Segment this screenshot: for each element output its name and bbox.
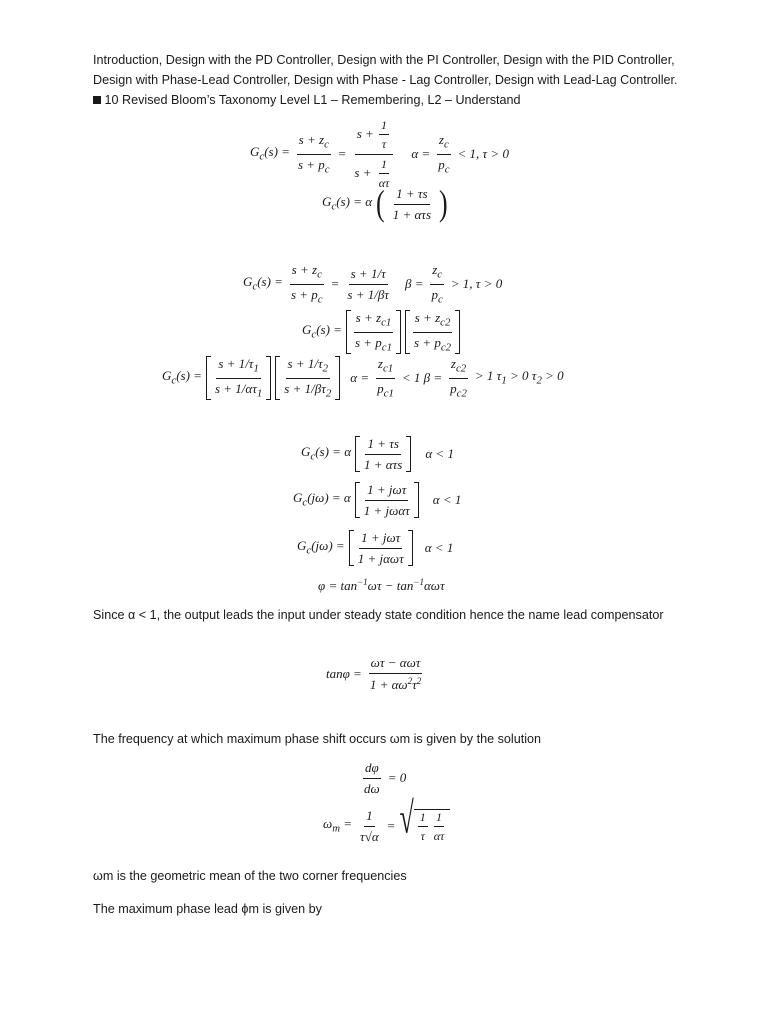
equation-lead-lag-product: $G_c(s)$ = $\frac{s + z_{c1}}{s + p_{c1}}$ $\frac{s + z_{c2}}{s + p_{c2}}$ [302,310,460,354]
equation-lead-frequency: $G_c(j\omega) = \alpha$ $\frac{\text{1 + jωτ}}{\text{1 + jωατ}}$ α < 1 [293,482,462,518]
equation-tan-phi: tanφ = $\frac{\text{ωτ − αωτ}}{1 + \alpha\omega^2\tau^2}$ [326,655,422,692]
intro-paragraph [93,50,683,110]
blooms-text: 10 Revised Bloom’s Taxonomy Level L1 – Remembering, L2 – Understand [101,93,521,107]
square-bullet-icon [93,96,101,104]
equation-lead-frequency-normalized: $G_c(j\omega)$ = $\frac{\text{1 + jωτ}}{\text{1 + jαωτ}}$ α < 1 [297,530,454,566]
equation-lag-compensator: $G_c(s)$ = $\frac{s + z_c}{s + p_c}$ = $\frac{s + 1/\tau}{s + 1/\beta\tau}$ β = $\frac{z_c}{p_c}$ > 1, τ > 0 [243,262,503,306]
equation-lead-bracket: $G_c(s) = \alpha$ $\frac{1 + \tau s}{\text{1 + ατs}}$ α < 1 [301,436,454,472]
geometric-mean-paragraph: ωm is the geometric mean of the two corner frequencies [93,869,407,883]
intro-text: Introduction, Design with the PD Controller, Design with the PI Controller, Design with the PID Controller, Design with Phase-Lead Controller, Design with Phase - Lag Controller, Design with Lead-Lag Controller. [93,53,678,87]
equation-lead-lag-full: $G_c(s)$ = $\frac{s + 1/\tau_1}{s + 1/\alpha\tau_1}$ $\frac{s + 1/\tau_2}{s + 1/\beta\tau_2}$ α = $\frac{z_{c1}}{p_{c1}}$ < 1 β = $\frac{z_{c2}}{p_{c2}}$ > 1 $\tau_1 > 0$ $\tau_2 > 0$ [162,356,564,400]
equation-omega-m: $\omega_m$ = $\frac{1}{\tau√\alpha}$ = √ $\frac{1}{\tau}$ $\frac{1}{\alpha\tau}$ [323,808,450,844]
equation-lead-alpha-form: $G_c(s) = \alpha$ ( $\frac{1 + \tau s}{\text{1 + ατs}}$ ) [322,183,448,224]
equation-phase-angle: $\varphi = \tan^{-1}\omega\tau - \tan^{-1}\alpha\omega\tau$ [318,577,445,593]
since-paragraph: Since α < 1, the output leads the input under steady state condition hence the name lead compensator [93,608,664,622]
equation-derivative-zero: $\frac{d\varphi}{d\omega}$ = 0 [364,760,407,796]
equation-lead-compensator: $G_c(s)$ = $\frac{s + z_c}{s + p_c}$ = s + $\frac{1}{\tau}$ s + $\frac{1}{\alpha\tau}$ α = $\frac{z_c}{p_c}$ < 1, τ > 0 [250,118,509,191]
max-phase-lead-paragraph: The maximum phase lead ϕm is given by [93,902,322,916]
frequency-paragraph: The frequency at which maximum phase shift occurs ωm is given by the solution [93,732,542,746]
